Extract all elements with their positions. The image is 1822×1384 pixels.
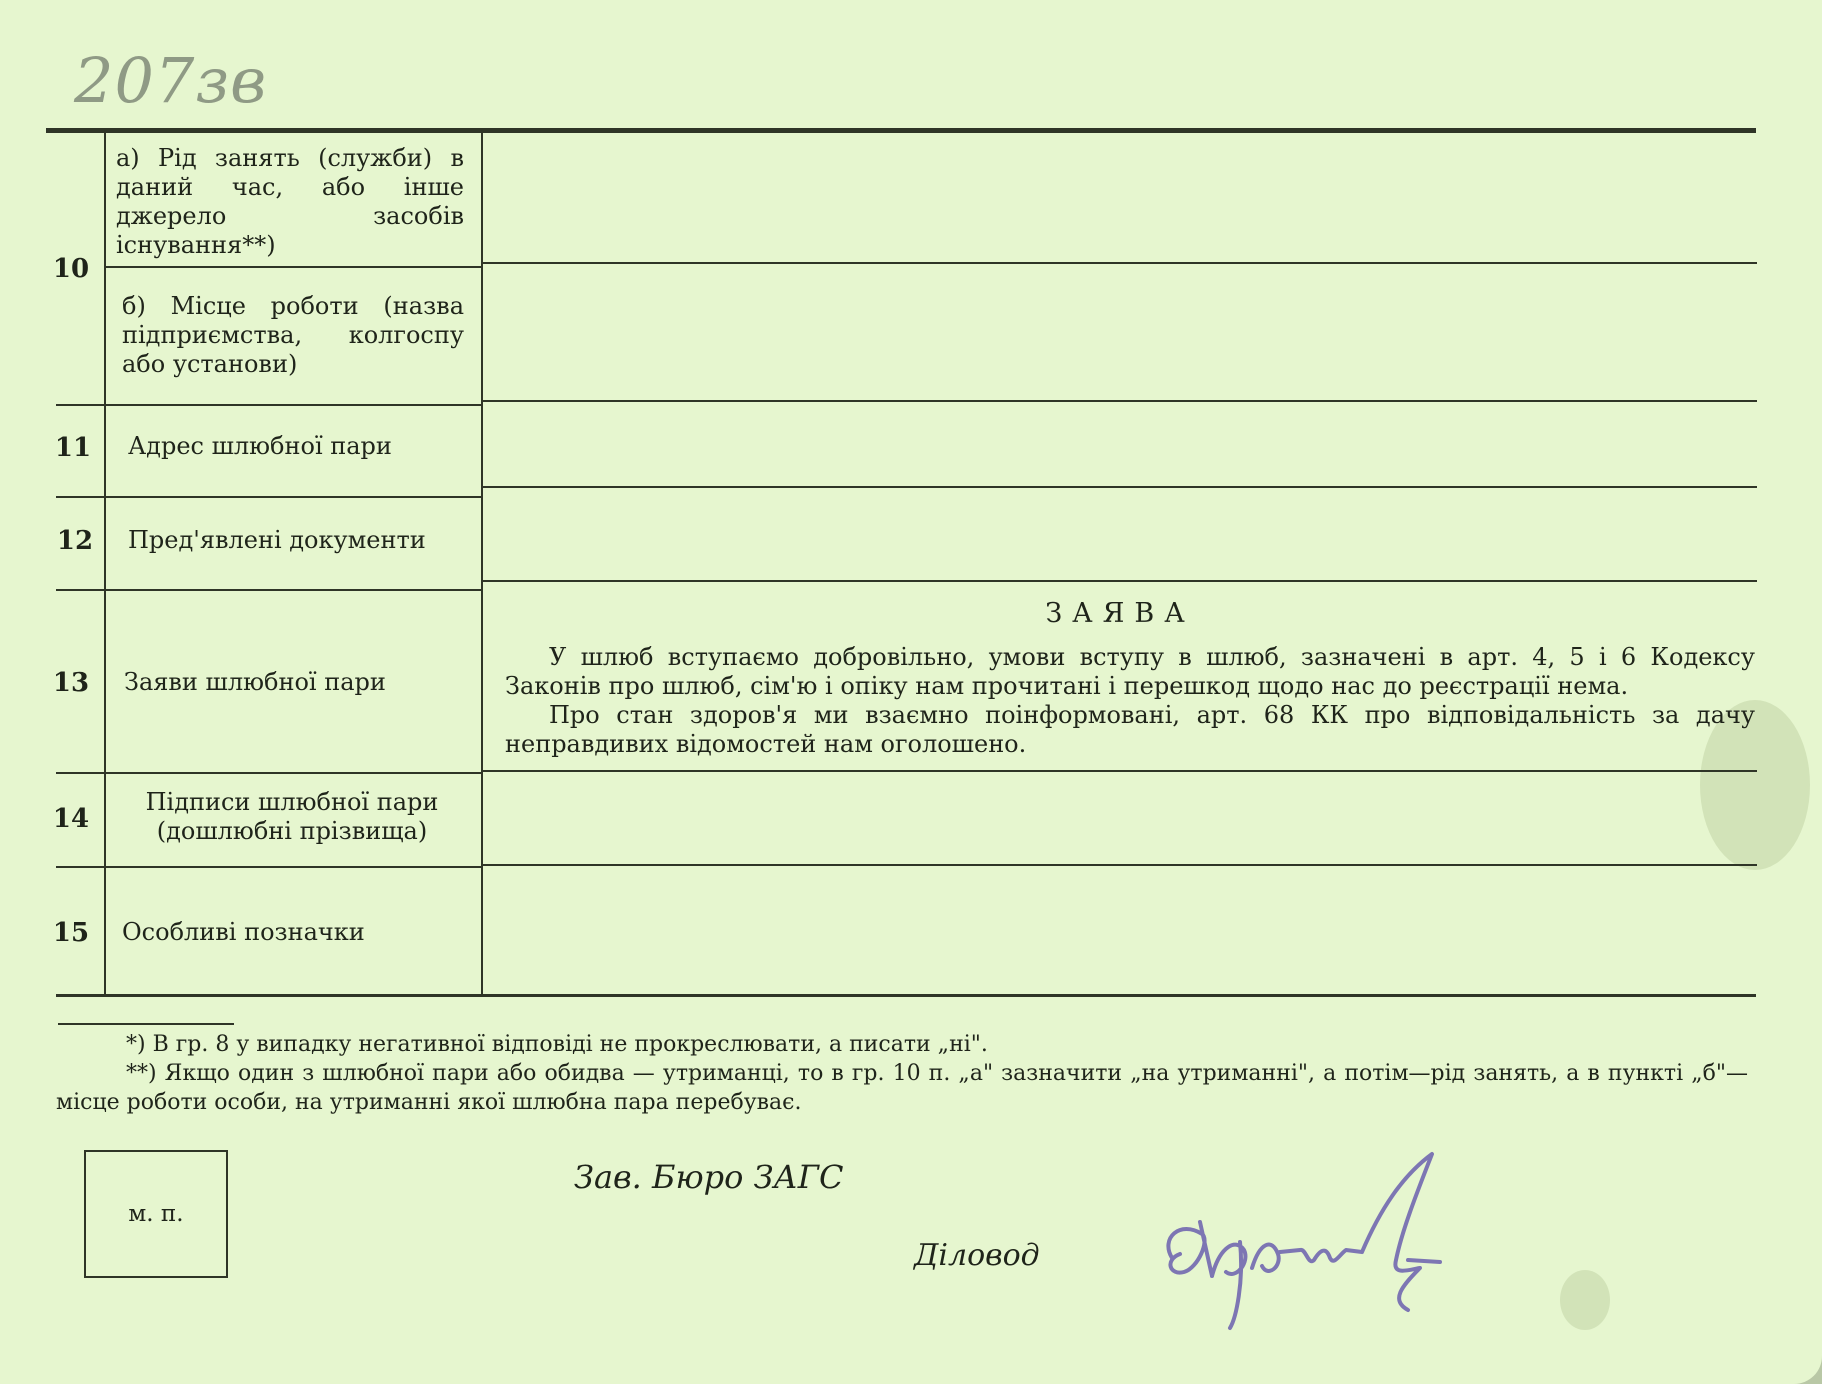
footnote-2: **) Якщо один з шлюбної пари або обидва — утриманці, то в гр. 10 п. „а" зазначити „на утриманні", а потім—рід занять, а в пункті „б"—місце роботи особи, на утриманні якої шлюбна пара перебуває.	[56, 1061, 1748, 1115]
table-bottom-rule	[56, 994, 1756, 997]
row-number-10: 10	[52, 254, 90, 284]
value-line-14	[481, 864, 1757, 866]
row-divider-10a	[104, 266, 481, 268]
statement-title: ЗАЯВА	[1045, 598, 1195, 629]
footnote-1: *) В гр. 8 у випадку негативної відповіді не прокреслювати, а писати „ні".	[126, 1032, 988, 1057]
row-label-10b: б) Місце роботи (назва підприємства, колгоспу або установи)	[122, 292, 464, 378]
statement-paragraph: У шлюб вступаємо добровільно, умови вступу в шлюб, зазначені в арт. 4, 5 і 6 Кодексу Законів про шлюб, сім'ю і опіку нам прочитані і перешкод щодо нас до реєстрації нема.	[505, 643, 1755, 700]
footnotes	[56, 1030, 1748, 1117]
row-label-10a: а) Рід занять (служби) в даний час, або інше джерело засобів існування**)	[116, 144, 464, 259]
value-line-10a	[481, 262, 1757, 264]
handwritten-signature	[1140, 1150, 1480, 1340]
value-line-13	[481, 770, 1757, 772]
row-number-15: 15	[52, 918, 90, 948]
row-number-14: 14	[52, 804, 90, 834]
value-line-10b	[481, 400, 1757, 402]
stamp-label: м. п.	[128, 1201, 184, 1227]
statement-paragraph: Про стан здоров'я ми взаємно поінформовані, арт. 68 КК про відповідальність за дачу неправдивих відомостей нам оголошено.	[505, 701, 1755, 758]
row-divider-11	[56, 496, 481, 498]
row-divider-12	[56, 589, 481, 591]
row-divider-13	[56, 772, 481, 774]
row-label-11: Адрес шлюбної пари	[128, 432, 392, 460]
value-line-12	[481, 580, 1757, 582]
row-label-15: Особливі позначки	[122, 918, 365, 946]
statement-body	[505, 643, 1755, 759]
footnote-rule	[58, 1023, 234, 1025]
value-line-11	[481, 486, 1757, 488]
row-divider-10	[56, 404, 481, 406]
row-number-13: 13	[52, 668, 90, 698]
stamp-placeholder	[84, 1150, 228, 1278]
row-number-11: 11	[54, 433, 92, 463]
row-label-12: Пред'явлені документи	[128, 526, 426, 554]
archive-page-mark: 207зв	[74, 44, 268, 117]
row-divider-14	[56, 866, 481, 868]
table-top-rule	[46, 128, 1756, 133]
clerk-title: Діловод	[914, 1238, 1040, 1273]
row-number-12: 12	[56, 526, 94, 556]
registry-head-title: Зав. Бюро ЗАГС	[574, 1158, 844, 1196]
row-label-13: Заяви шлюбної пари	[124, 668, 386, 696]
row-label-14: Підписи шлюбної пари (дошлюбні прізвища)	[145, 788, 439, 845]
paper-stain	[1560, 1270, 1610, 1330]
